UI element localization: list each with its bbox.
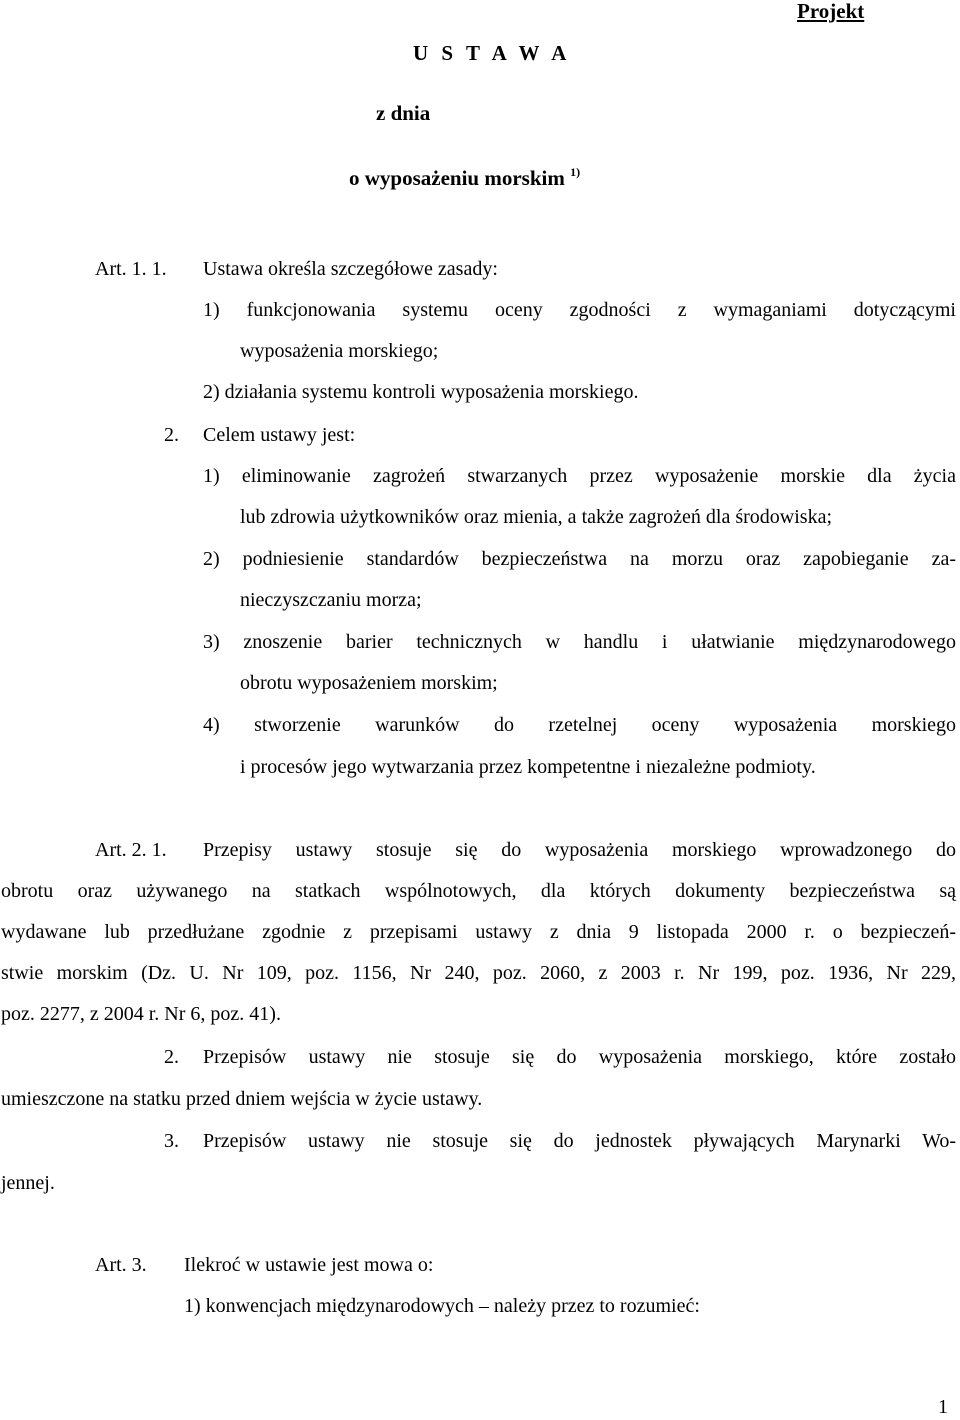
art1-p2-item2-line2: nieczyszczaniu morza; — [240, 589, 422, 611]
art1-p2-item4-line1: 4) stworzenie warunków do rzetelnej oceny wyposażenia morskiego — [203, 714, 956, 736]
art1-p2-item3-line2: obrotu wyposażeniem morskim; — [240, 672, 498, 694]
art2-p2-line2: umieszczone na statku przed dniem wejścia w życie ustawy. — [1, 1088, 483, 1110]
document-subtitle — [349, 159, 580, 191]
subtitle-text: o wyposażeniu morskim — [349, 166, 565, 190]
art1-p1-item1-line2: wyposażenia morskiego; — [240, 340, 439, 362]
art2-p1-label: Art. 2. 1. — [95, 839, 167, 861]
art2-p2-label: 2. — [164, 1046, 179, 1068]
art2-p2-line1: Przepisów ustawy nie stosuje się do wyposażenia morskiego, które zostało — [203, 1046, 956, 1068]
art1-p2-item4-line2: i procesów jego wytwarzania przez kompetentne i niezależne podmioty. — [240, 756, 816, 778]
projekt-label: Projekt — [797, 0, 865, 23]
art1-p2-intro: Celem ustawy jest: — [203, 424, 356, 446]
document-title: U S T A W A — [413, 41, 571, 65]
art2-p1-line4: stwie morskim (Dz. U. Nr 109, poz. 1156, Nr 240, poz. 2060, z 2003 r. Nr 199, poz. 1936, Nr 229, — [1, 962, 956, 984]
art2-p1-line3: wydawane lub przedłużane zgodnie z przepisami ustawy z dnia 9 listopada 2000 r. o bezpieczeń- — [1, 921, 956, 943]
art3-intro: Ilekroć w ustawie jest mowa o: — [184, 1254, 434, 1276]
art3-label: Art. 3. — [95, 1254, 147, 1276]
art2-p3-label: 3. — [164, 1130, 179, 1152]
footnote-reference: 1) — [570, 165, 581, 179]
art1-p1-label: Art. 1. 1. — [95, 258, 167, 280]
art1-p1-intro: Ustawa określa szczegółowe zasady: — [203, 258, 498, 280]
date-line: z dnia — [376, 101, 431, 125]
art1-p2-item3-line1: 3) znoszenie barier technicznych w handlu i ułatwianie międzynarodowego — [203, 631, 956, 653]
art1-p2-label: 2. — [164, 424, 179, 446]
art2-p3-line2: jennej. — [1, 1172, 55, 1194]
art1-p2-item1-line1: 1) eliminowanie zagrożeń stwarzanych przez wyposażenie morskie dla życia — [203, 465, 956, 487]
art3-item1: 1) konwencjach międzynarodowych – należy przez to rozumieć: — [184, 1295, 700, 1317]
art1-p2-item2-line1: 2) podniesienie standardów bezpieczeństwa na morzu oraz zapobieganie za- — [203, 548, 956, 570]
art1-p1-item1-line1: 1) funkcjonowania systemu oceny zgodności z wymaganiami dotyczącymi — [203, 299, 956, 321]
art1-p1-item2: 2) działania systemu kontroli wyposażenia morskiego. — [203, 381, 639, 403]
art2-p1-line2: obrotu oraz używanego na statkach wspólnotowych, dla których dokumenty bezpieczeństwa są — [1, 880, 956, 902]
art2-p1-line1: Przepisy ustawy stosuje się do wyposażenia morskiego wprowadzonego do — [203, 839, 956, 861]
art2-p1-line5: poz. 2277, z 2004 r. Nr 6, poz. 41). — [1, 1003, 281, 1025]
page-number: 1 — [938, 1396, 948, 1418]
art1-p2-item1-line2: lub zdrowia użytkowników oraz mienia, a także zagrożeń dla środowiska; — [240, 506, 833, 528]
art2-p3-line1: Przepisów ustawy nie stosuje się do jednostek pływających Marynarki Wo- — [203, 1130, 956, 1152]
